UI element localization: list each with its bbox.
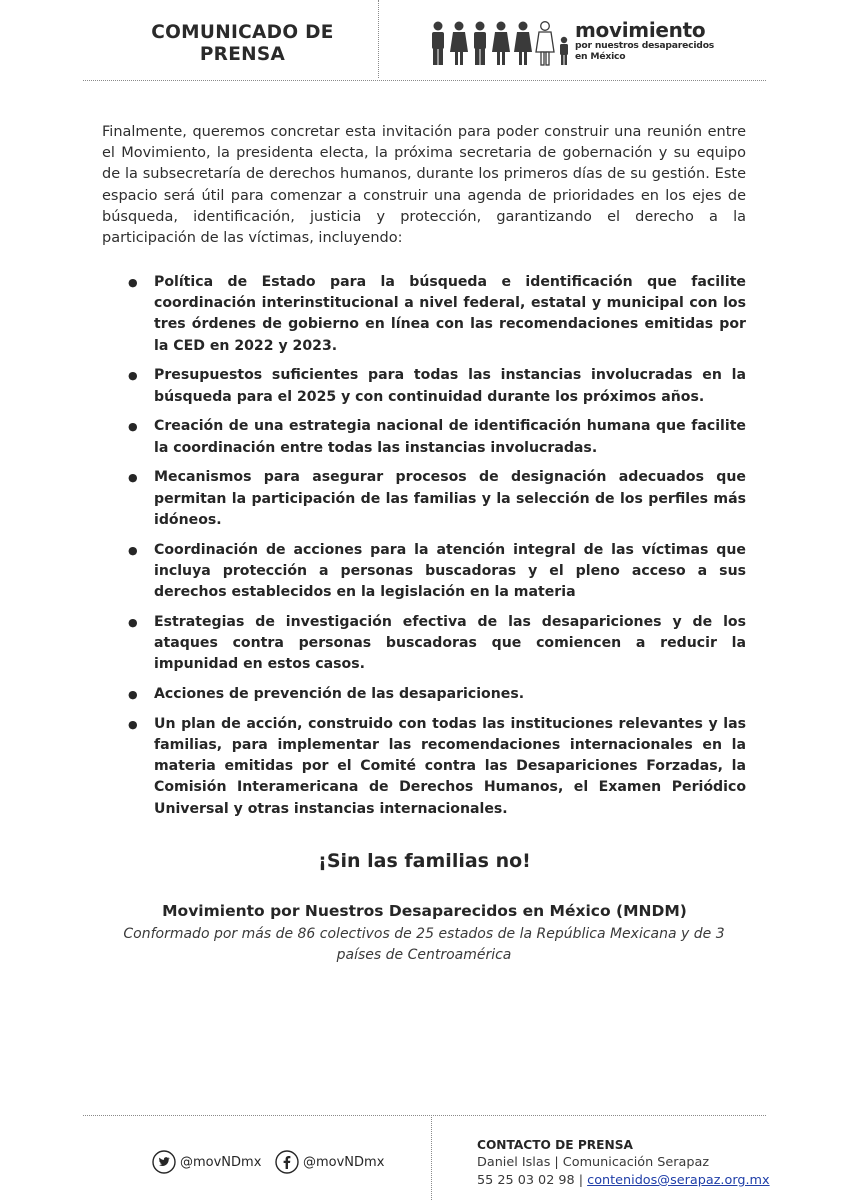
list-item-text: Estrategias de investigación efectiva de las desapariciones y de los ataques contra personas buscadoras que comiencen a reducir la impunidad en estos casos. — [154, 613, 746, 673]
twitter-handle[interactable] — [152, 1150, 261, 1174]
list-item — [102, 416, 746, 458]
header-divider-vertical — [378, 0, 379, 78]
twitter-icon — [152, 1150, 176, 1174]
list-item-text: Política de Estado para la búsqueda e identificación que facilite coordinación interinstitucional a nivel federal, estatal y municipal con los tres órdenes de gobierno en línea con las recomendaciones emitidas por la CED en 2022 y 2023. — [154, 274, 746, 354]
footer-divider — [83, 1115, 766, 1116]
facebook-handle[interactable] — [275, 1150, 384, 1174]
bullet-icon: ● — [128, 688, 138, 702]
contact-name: Daniel Islas | Comunicación Serapaz — [477, 1155, 710, 1170]
header-divider — [83, 80, 766, 81]
logo-subtitle — [575, 41, 714, 62]
list-item-text: Un plan de acción, construido con todas las instituciones relevantes y las familias, para implementar las recomendaciones internacionales en la materia emitidas por el Comité contra las Desapariciones Forzadas, la Comisión Interamericana de Derechos Humanos, el Examen Periódico Universal y otras instancias internacionales. — [154, 715, 746, 817]
logo-wordmark: movimiento — [575, 18, 706, 42]
list-item-text: Mecanismos para asegurar procesos de designación adecuados que permitan la participación de las familias y la selección de los perfiles más idóneos. — [154, 469, 746, 528]
contact-title: CONTACTO DE PRENSA — [477, 1138, 633, 1152]
people-silhouettes-icon — [428, 18, 570, 68]
bullet-icon: ● — [128, 369, 138, 383]
footer-divider-vertical — [431, 1117, 432, 1200]
facebook-icon — [275, 1150, 299, 1174]
logo-subtitle-line2: en México — [575, 50, 626, 62]
list-item-text: Creación de una estrategia nacional de identificación humana que facilite la coordinación entre todas las instancias involucradas. — [154, 418, 746, 456]
priorities-list — [102, 272, 746, 828]
movement-logo — [428, 18, 728, 68]
list-item — [102, 684, 746, 705]
bullet-icon: ● — [128, 276, 138, 289]
slogan: ¡Sin las familias no! — [318, 850, 531, 872]
list-item — [102, 272, 746, 357]
press-contact — [477, 1136, 777, 1190]
intro-text: Finalmente, queremos concretar esta invitación para poder construir una reunión entre el Movimiento, la presidenta electa, la próxima secretaria de gobernación y su equipo de la subsecretaría de derechos humanos, durante los primeros días de su gestión. Este espacio será útil para comenzar a construir una agenda de prioridades en los ejes de búsqueda, identificación, justicia y protección, garantizando el derecho a la participación de las víctimas, incluyendo: — [102, 124, 746, 247]
contact-phone: 55 25 03 02 98 — [477, 1173, 575, 1188]
list-item-text: Coordinación de acciones para la atención integral de las víctimas que incluya protección a personas buscadoras y el pleno acceso a sus derechos establecidos en la legislación en la materia — [154, 541, 746, 601]
contact-line — [477, 1172, 777, 1190]
organization-description: Conformado por más de 86 colectivos de 25 estados de la República Mexicana y de 3 países de Centroamérica — [123, 926, 725, 963]
contact-separator: | — [574, 1173, 588, 1188]
contact-email-link[interactable]: contenidos@serapaz.org.mx — [587, 1173, 770, 1188]
list-item — [102, 540, 746, 604]
intro-paragraph — [102, 122, 746, 249]
list-item — [102, 612, 746, 676]
list-item — [102, 467, 746, 531]
twitter-handle-text: @movNDmx — [180, 1154, 262, 1170]
press-release-title: COMUNICADO DE PRENSA — [151, 22, 334, 65]
facebook-handle-text: @movNDmx — [303, 1154, 385, 1170]
list-item-text: Acciones de prevención de las desapariciones. — [154, 686, 525, 703]
bullet-icon: ● — [128, 717, 138, 731]
bullet-icon: ● — [128, 615, 138, 629]
organization-name: Movimiento por Nuestros Desaparecidos en México (MNDM) — [162, 902, 687, 920]
list-item-text: Presupuestos suficientes para todas las instancias involucradas en la búsqueda para el 2025 y con continuidad durante los próximos años. — [154, 367, 746, 405]
list-item — [102, 365, 746, 407]
logo-subtitle-line1: por nuestros desaparecidos — [575, 40, 715, 51]
bullet-icon: ● — [128, 420, 138, 434]
bullet-icon: ● — [128, 543, 138, 557]
list-item — [102, 714, 746, 820]
bullet-icon: ● — [128, 471, 138, 485]
